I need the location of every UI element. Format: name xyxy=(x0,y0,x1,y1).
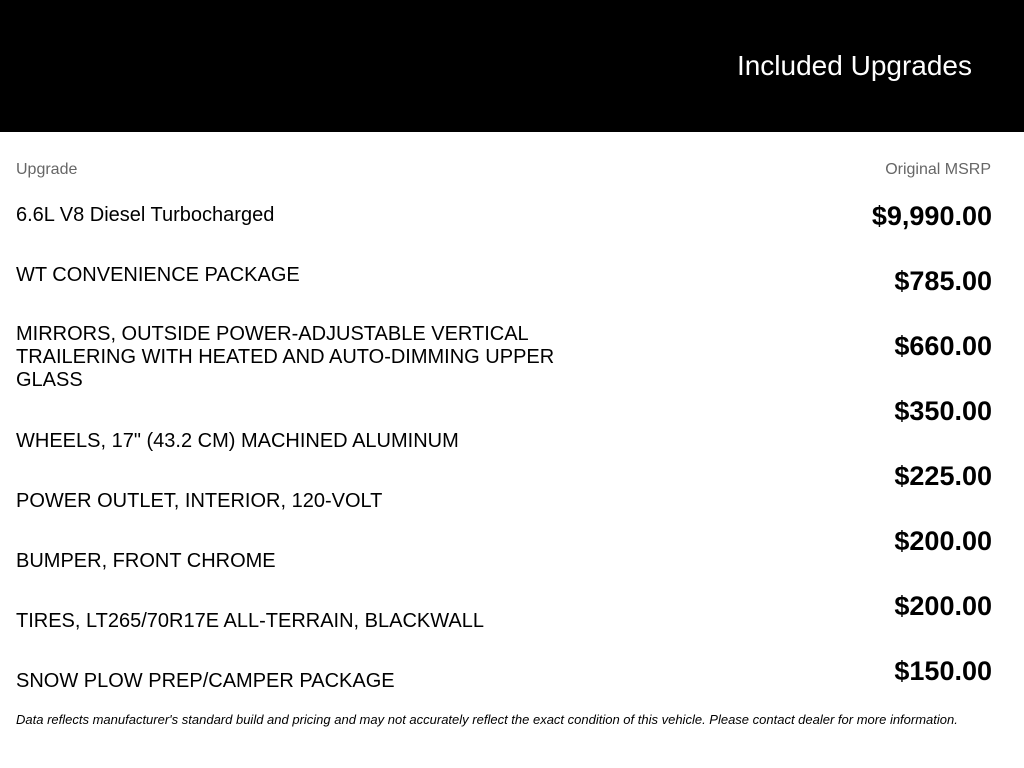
price-snow-plow-package: $150.00 xyxy=(894,656,992,686)
price-front-bumper: $200.00 xyxy=(894,526,992,556)
price-wt-convenience-package: $785.00 xyxy=(894,266,992,296)
upgrade-item-wt-convenience-package: WT CONVENIENCE PACKAGE xyxy=(16,264,300,286)
price-diesel-engine: $9,990.00 xyxy=(871,201,992,231)
price-power-outlet: $225.00 xyxy=(894,461,992,491)
upgrade-item-trailering-mirrors: MIRRORS, OUTSIDE POWER-ADJUSTABLE VERTICAL TRAILERING WITH HEATED AND AUTO-DIMMING UPPER GLASS xyxy=(16,323,555,391)
msrp-column-header: Original MSRP xyxy=(885,161,991,178)
page-title: Included Upgrades xyxy=(736,50,972,81)
upgrade-item-wheels: WHEELS, 17" (43.2 CM) MACHINED ALUMINUM xyxy=(16,430,459,452)
upgrade-item-diesel-engine: 6.6L V8 Diesel Turbocharged xyxy=(16,204,275,226)
upgrade-item-front-bumper: BUMPER, FRONT CHROME xyxy=(16,550,276,572)
disclaimer-text: Data reflects manufacturer's standard build and pricing and may not accurately reflect the exact condition of this vehicle. Please contact dealer for more information. xyxy=(16,712,958,727)
upgrade-item-power-outlet: POWER OUTLET, INTERIOR, 120-VOLT xyxy=(16,490,383,512)
price-wheels: $350.00 xyxy=(894,396,992,426)
upgrade-item-snow-plow-package: SNOW PLOW PREP/CAMPER PACKAGE xyxy=(16,670,395,692)
page-header xyxy=(0,0,1024,132)
upgrade-column-header: Upgrade xyxy=(16,161,78,178)
price-tires: $200.00 xyxy=(894,591,992,621)
upgrade-item-tires: TIRES, LT265/70R17E ALL-TERRAIN, BLACKWALL xyxy=(16,610,484,632)
price-trailering-mirrors: $660.00 xyxy=(894,331,992,361)
